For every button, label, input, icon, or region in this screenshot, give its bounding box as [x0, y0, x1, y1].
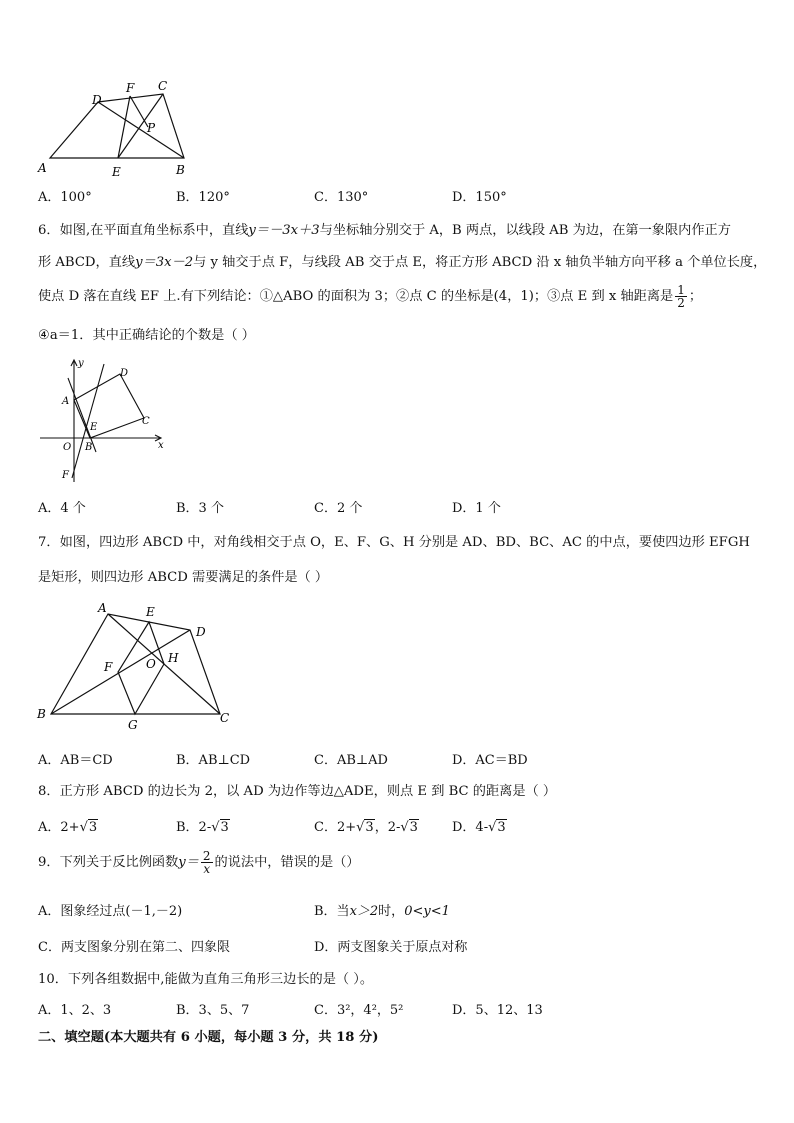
q8-option-d: D．4-√3: [452, 820, 506, 835]
fig5-label-A: A: [38, 161, 47, 175]
q6-option-d: D．1 个: [452, 501, 501, 516]
q6-option-c: C．2 个: [314, 501, 363, 516]
figure-q7: [34, 598, 244, 738]
q9-option-d: D．两支图象关于原点对称: [314, 940, 468, 955]
q7-option-a: A．AB＝CD: [38, 753, 113, 768]
q10-option-a: A．1、2、3: [38, 1003, 112, 1018]
q8-line-1: 8．正方形 ABCD 的边长为 2，以 AD 为边作等边△ADE，则点 E 到 BC 的距离是（ ）: [38, 784, 557, 799]
fig7-label-E: E: [146, 605, 155, 619]
fig6-label-A: A: [62, 396, 70, 407]
q7-line-2: 是矩形，则四边形 ABCD 需要满足的条件是（ ）: [38, 570, 329, 585]
fig5-label-E: E: [112, 165, 121, 178]
fig6-label-O: O: [63, 442, 72, 453]
fig7-label-B: B: [37, 707, 46, 721]
q5-option-b: B．120°: [176, 190, 230, 205]
fig5-label-P: P: [147, 121, 156, 135]
q9-option-b: B．当x＞2时，0<y<1: [314, 904, 450, 919]
figure-q5: [36, 78, 206, 178]
q6-fraction: $\frac{1}{2}$: [677, 283, 685, 310]
q10-option-d: D．5、12、13: [452, 1003, 543, 1018]
fig6-label-D: D: [120, 368, 129, 379]
fig7-label-C: C: [220, 711, 230, 725]
q5-option-c: C．130°: [314, 190, 369, 205]
fig5-label-D: D: [92, 93, 102, 107]
fig7-label-D: D: [196, 625, 206, 639]
fig5-label-F: F: [126, 81, 135, 95]
fig6-label-x: x: [158, 440, 164, 451]
q9-fraction: $\frac{2}{x}$: [202, 849, 211, 876]
q9-line-1: 9．下列关于反比例函数y＝ $\frac{2}{x}$ 的说法中，错误的是（）: [38, 849, 360, 876]
q5-option-d: D．150°: [452, 190, 507, 205]
q6-line-1: 6．如图,在平面直角坐标系中，直线y＝－3x＋3与坐标轴分别交于 A，B 两点，以线段 AB 为边，在第一象限内作正方: [38, 223, 731, 238]
fig6-label-y: y: [78, 358, 84, 369]
q7-line-1: 7．如图，四边形 ABCD 中，对角线相交于点 O，E、F、G、H 分别是 AD、BD、BC、AC 的中点，要使四边形 EFGH: [38, 535, 750, 550]
fig7-label-O: O: [146, 657, 156, 671]
q6-eq-ab: y＝－3x＋3: [248, 223, 320, 238]
fig6-label-C: C: [142, 416, 150, 427]
q10-option-c: C．3²，4²，5²: [314, 1003, 404, 1018]
q9-option-a: A．图象经过点(－1,－2): [38, 904, 183, 919]
q6-option-b: B．3 个: [176, 501, 224, 516]
q7-option-d: D．AC＝BD: [452, 753, 528, 768]
q8-option-a: A．2+√3: [38, 820, 98, 835]
q7-option-b: B．AB⊥CD: [176, 753, 251, 768]
fig5-label-C: C: [158, 79, 168, 93]
fig7-label-H: H: [168, 651, 179, 665]
fig7-label-A: A: [98, 601, 107, 615]
q6-eq-ef: y＝3x－2: [135, 255, 194, 270]
q9-option-c: C．两支图象分别在第二、四象限: [38, 940, 230, 955]
q8-option-b: B．2-√3: [176, 820, 229, 835]
q7-option-c: C．AB⊥AD: [314, 753, 388, 768]
q6-line-4: ④a＝1．其中正确结论的个数是（ ）: [38, 328, 255, 343]
q5-option-a: A．100°: [38, 190, 92, 205]
q8-option-c: C．2+√3，2-√3: [314, 820, 418, 835]
fig6-label-B: B: [85, 442, 93, 453]
fig7-label-G: G: [128, 718, 138, 732]
fig7-label-F: F: [104, 660, 113, 674]
section-2-heading: 二、填空题(本大题共有 6 小题，每小题 3 分，共 18 分): [38, 1030, 379, 1045]
fig6-label-F: F: [62, 470, 69, 481]
q6-option-a: A．4 个: [38, 501, 86, 516]
q10-line-1: 10．下列各组数据中,能做为直角三角形三边长的是（ ）。: [38, 972, 374, 987]
figure-q6: [36, 356, 168, 486]
fig5-label-B: B: [176, 163, 185, 177]
q6-line-3: 使点 D 落在直线 EF 上.有下列结论：①△ABO 的面积为 3；②点 C 的坐标是(4，1)；③点 E 到 x 轴距离是 $\frac{1}{2}$ ；: [38, 283, 703, 310]
q6-line-2: 形 ABCD，直线y＝3x－2与 y 轴交于点 F，与线段 AB 交于点 E，将正方形 ABCD 沿 x 轴负半轴方向平移 a 个单位长度，: [38, 255, 767, 270]
q10-option-b: B．3、5、7: [176, 1003, 250, 1018]
fig6-label-E: E: [90, 422, 98, 433]
